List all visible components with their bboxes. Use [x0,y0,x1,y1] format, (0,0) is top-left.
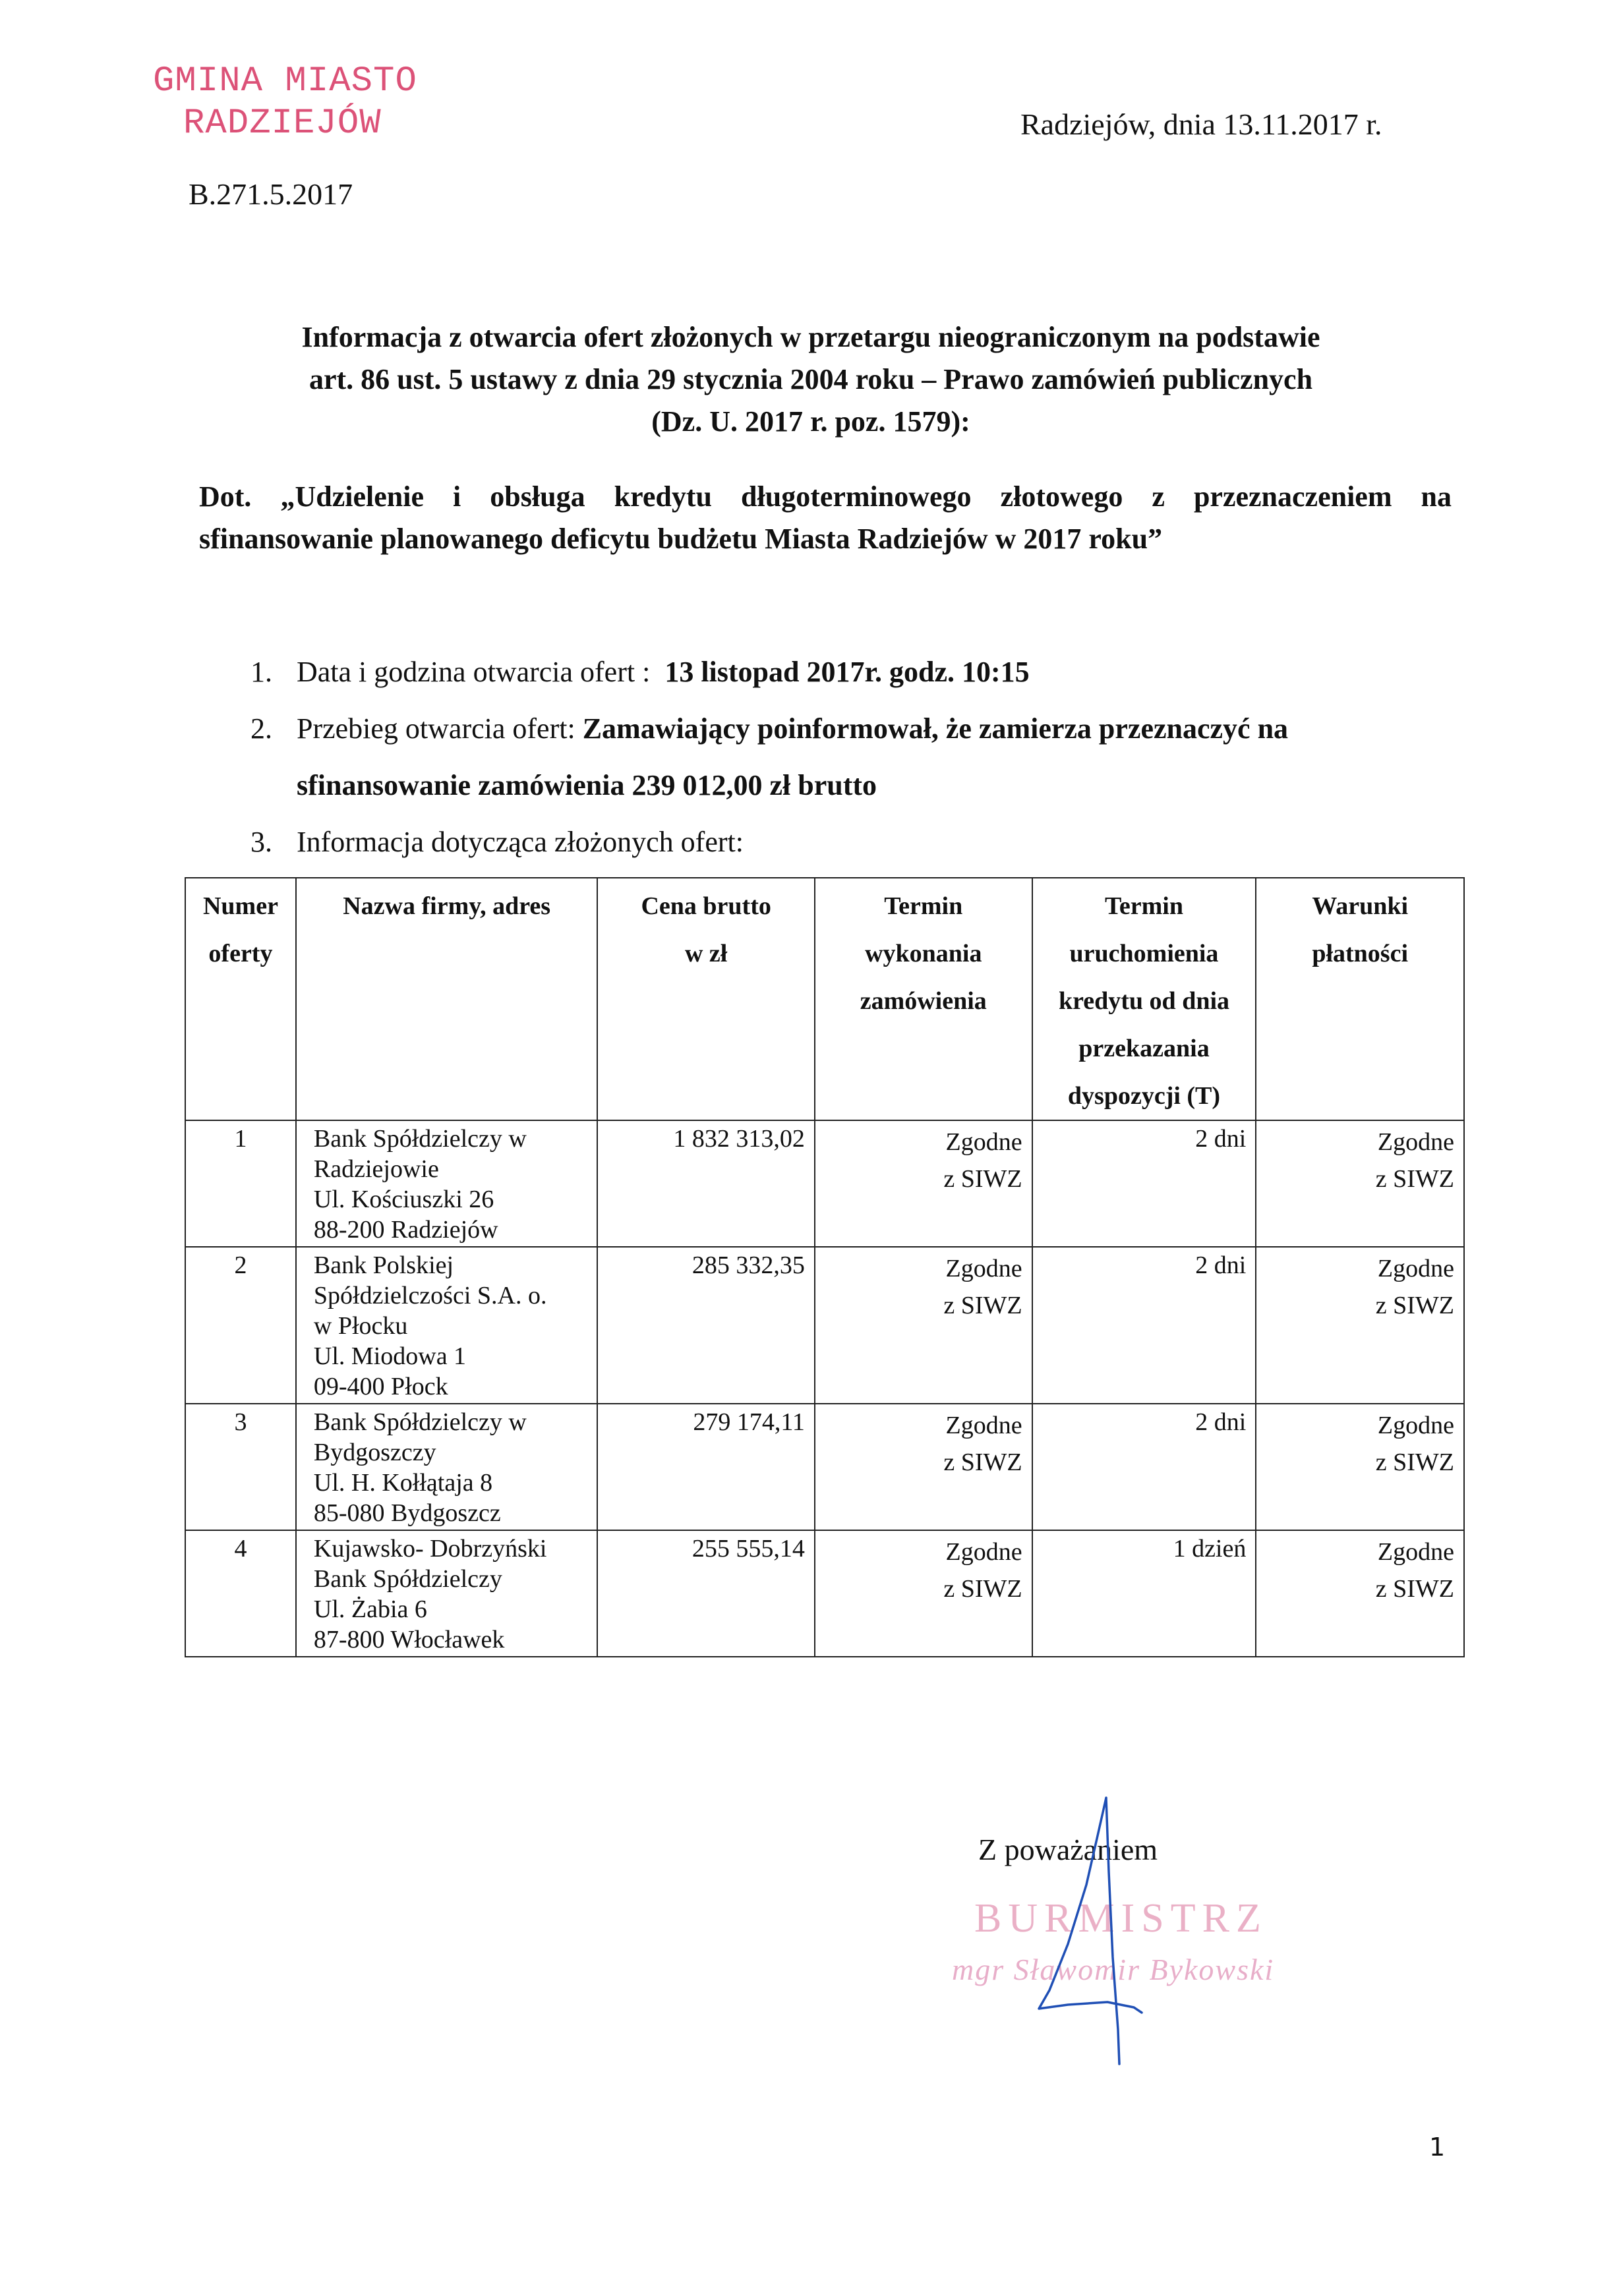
cell-payment-terms [1256,1247,1464,1404]
cell-gross-price [597,1530,814,1657]
cell-company-name-text: Ul. Żabia 6 [313,1595,427,1623]
cell-company-name [296,1120,598,1247]
list-number: 1. [250,656,272,688]
cell-company-name-text: Bank Spółdzielczy w [313,1408,527,1436]
cell-completion-term-text: Zgodne [945,1128,1022,1156]
cell-gross-price-text: 1 832 313,02 [673,1125,805,1153]
cell-offer-number [185,1247,296,1404]
cell-company-name-text: Ul. Miodowa 1 [313,1342,467,1370]
cell-payment-terms-text: z SIWZ [1375,1292,1454,1319]
header-text: w zł [684,940,728,967]
header-payment-terms [1256,878,1464,1120]
subject [199,476,1452,560]
cell-company-name-text: Bank Spółdzielczy [313,1565,502,1593]
header-credit-start-term [1032,878,1256,1120]
cell-completion-term-text: z SIWZ [943,1292,1022,1319]
header-text: Termin [1105,892,1183,920]
cell-payment-terms-text: Zgodne [1377,1255,1454,1282]
cell-completion-term [815,1404,1032,1530]
header-company-name [296,878,598,1120]
header-text: Nazwa firmy, adres [343,892,551,920]
cell-credit-start-term-text: 2 dni [1195,1408,1247,1436]
cell-company-name-text: 85-080 Bydgoszcz [313,1499,501,1527]
cell-payment-terms-text: z SIWZ [1375,1165,1454,1193]
cell-company-name-text: Bydgoszczy [313,1439,436,1466]
cell-offer-number-text: 1 [234,1125,247,1153]
title-line: (Dz. U. 2017 r. poz. 1579): [651,405,970,438]
cell-completion-term [815,1120,1032,1247]
cell-completion-term-text: z SIWZ [943,1165,1022,1193]
list-label: Przebieg otwarcia ofert: [297,712,575,745]
header-text: Numer [202,892,278,920]
cell-offer-number [185,1404,296,1530]
cell-payment-terms-text: z SIWZ [1375,1449,1454,1476]
cell-gross-price [597,1120,814,1247]
header-text: oferty [208,940,273,967]
cell-company-name-text: Spółdzielczości S.A. o. [313,1282,547,1309]
cell-payment-terms-text: Zgodne [1377,1412,1454,1439]
cell-completion-term [815,1530,1032,1657]
title-line: Informacja z otwarcia ofert złożonych w przetargu nieograniczonym na podstawie [301,321,1320,353]
header-text: zamówienia [860,987,987,1015]
cell-company-name-text: 87-800 Włocławek [313,1626,505,1653]
list-number: 3. [250,826,272,858]
subject-line: Dot. „Udzielenie i obsługa kredytu długoterminowego złotowego z przeznaczeniem na [199,480,1452,513]
table-row [185,1530,1464,1657]
cell-completion-term-text: z SIWZ [943,1449,1022,1476]
header-text: przekazania [1078,1035,1210,1062]
cell-completion-term-text: z SIWZ [943,1575,1022,1603]
header-text: kredytu od dnia [1058,987,1230,1015]
cell-company-name-text: Radziejowie [313,1155,439,1183]
cell-offer-number-text: 2 [234,1251,247,1279]
list-item-opening-course [250,710,1457,804]
place-and-date: Radziejów, dnia 13.11.2017 r. [1020,107,1382,141]
header-text: uruchomienia [1069,940,1219,967]
header-text: płatności [1312,940,1409,967]
mayor-name-stamp: mgr Sławomir Bykowski [952,1953,1275,1986]
document-title [198,316,1424,443]
mayor-stamp: BURMISTRZ [974,1896,1268,1941]
municipality-stamp-line1: GMINA MIASTO [153,61,417,101]
handwritten-signature-icon [1028,1793,1187,2069]
cell-company-name-text: Bank Polskiej [313,1251,454,1279]
cell-company-name [296,1404,598,1530]
cell-payment-terms [1256,1404,1464,1530]
list-item-opening-date [250,654,1030,691]
cell-payment-terms [1256,1530,1464,1657]
list-value: 13 listopad 2017r. godz. 10:15 [664,656,1030,688]
header-text: Warunki [1312,892,1409,920]
list-value: Zamawiający poinformował, że zamierza przeznaczyć na [582,712,1289,745]
cell-company-name-text: Bank Spółdzielczy w [313,1125,527,1153]
cell-credit-start-term [1032,1120,1256,1247]
cell-offer-number [185,1530,296,1657]
table-row [185,1404,1464,1530]
header-text: Cena brutto [641,892,771,920]
cell-credit-start-term [1032,1404,1256,1530]
cell-gross-price-text: 279 174,11 [693,1408,805,1436]
header-offer-number [185,878,296,1120]
cell-credit-start-term-text: 1 dzień [1173,1535,1247,1563]
offers-table [185,877,1465,1657]
cell-offer-number [185,1120,296,1247]
cell-company-name [296,1247,598,1404]
reference-number: B.271.5.2017 [189,177,353,211]
cell-offer-number-text: 4 [234,1535,247,1563]
cell-company-name-text: Ul. H. Kołłątaja 8 [313,1469,493,1497]
cell-credit-start-term [1032,1530,1256,1657]
subject-line: sfinansowanie planowanego deficytu budżetu Miasta Radziejów w 2017 roku” [199,523,1163,555]
cell-completion-term-text: Zgodne [945,1538,1022,1566]
cell-payment-terms-text: Zgodne [1377,1128,1454,1156]
list-item-offers-info [250,824,744,861]
page-number: 1 [1429,2133,1446,2162]
cell-gross-price-text: 285 332,35 [692,1251,805,1279]
header-text: Termin [884,892,963,920]
cell-company-name-text: 09-400 Płock [313,1373,448,1400]
signature-stroke [1039,1798,1142,2013]
cell-company-name-text: Ul. Kościuszki 26 [313,1186,494,1213]
cell-credit-start-term [1032,1247,1256,1404]
cell-company-name-text: w Płocku [313,1312,408,1340]
table-row [185,1247,1464,1404]
cell-payment-terms-text: z SIWZ [1375,1575,1454,1603]
cell-completion-term-text: Zgodne [945,1255,1022,1282]
cell-company-name-text: 88-200 Radziejów [313,1216,498,1244]
header-text: dyspozycji (T) [1067,1082,1221,1110]
cell-payment-terms [1256,1120,1464,1247]
cell-completion-term-text: Zgodne [945,1412,1022,1439]
table-header-row [185,878,1464,1120]
cell-credit-start-term-text: 2 dni [1195,1125,1247,1153]
signature-stroke [1106,1798,1119,2064]
cell-credit-start-term-text: 2 dni [1195,1251,1247,1279]
cell-offer-number-text: 3 [234,1408,247,1436]
header-completion-term [815,878,1032,1120]
header-text: wykonania [865,940,982,967]
cell-gross-price-text: 255 555,14 [692,1535,805,1563]
cell-gross-price [597,1404,814,1530]
cell-gross-price [597,1247,814,1404]
header-gross-price [597,878,814,1120]
list-label: Data i godzina otwarcia ofert : [297,656,651,688]
table-row [185,1120,1464,1247]
list-label: Informacja dotycząca złożonych ofert: [297,826,744,858]
cell-payment-terms-text: Zgodne [1377,1538,1454,1566]
cell-completion-term [815,1247,1032,1404]
list-number: 2. [250,712,272,745]
title-line: art. 86 ust. 5 ustawy z dnia 29 stycznia 2004 roku – Prawo zamówień publicznych [309,363,1313,395]
list-value-continued: sfinansowanie zamówienia 239 012,00 zł brutto [297,769,877,801]
municipality-stamp-line2: RADZIEJÓW [183,103,382,144]
closing-salutation: Z poważaniem [978,1833,1158,1866]
cell-company-name-text: Kujawsko- Dobrzyński [313,1535,547,1563]
cell-company-name [296,1530,598,1657]
